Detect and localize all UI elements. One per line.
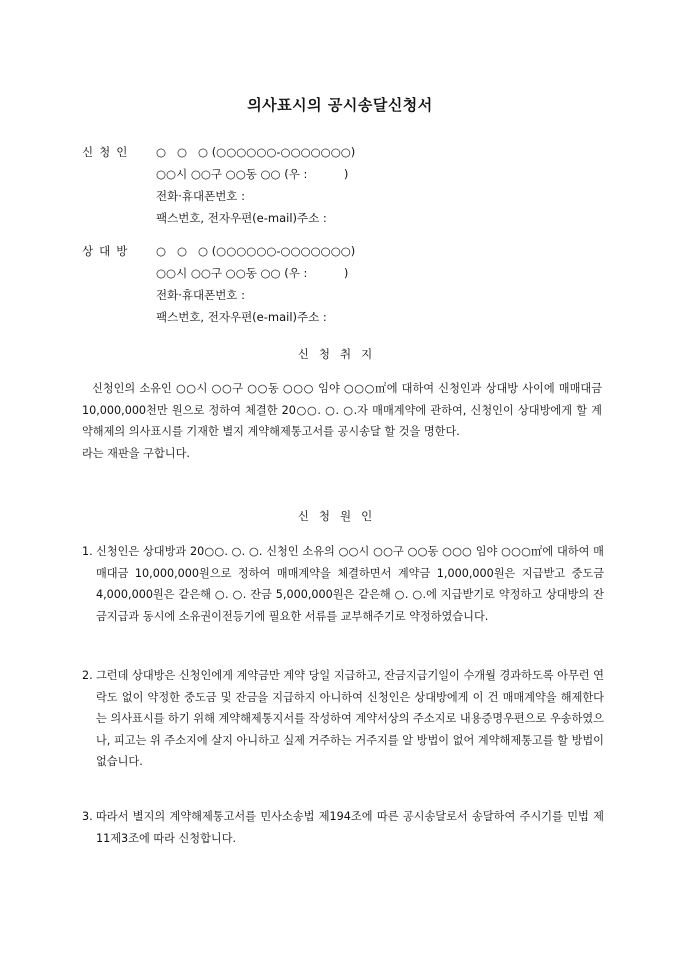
- applicant-address-line: ○○시 ○○구 ○○동 ○○ (우 : ): [156, 167, 349, 181]
- respondent-details: [156, 240, 576, 328]
- applicant-phone-line: 전화·휴대폰번호 :: [156, 189, 245, 203]
- cause-item-text: 신청인은 상대방과 20○○. ○. ○. 신청인 소유의 ○○시 ○○구 ○○동 ○○○ 임야 ○○○㎡에 대하여 매매대금 10,000,000원으로 정하여 매매계약을 체결하면서 계약금 1,000,000원은 지급받고 중도금 4,000,000원은 같은해 ○. ○. 잔금 5,000,000원은 같은해 ○. ○.에 지급받기로 약정하고 상대방의 잔금지급과 동시에 소유권이전등기에 필요한 서류를 교부해주기로 약정하였습니다.: [96, 545, 604, 623]
- cause-item-number: 2.: [82, 669, 93, 682]
- respondent-fax-line: 팩스번호, 전자우편(e-mail)주소 :: [156, 310, 327, 324]
- applicant-details: [156, 141, 576, 229]
- respondent-address-line: ○○시 ○○구 ○○동 ○○ (우 : ): [156, 266, 349, 280]
- purpose-section: [82, 378, 602, 464]
- purpose-heading: 신청취지: [297, 347, 383, 361]
- purpose-closing: 라는 재판을 구합니다.: [82, 446, 190, 460]
- cause-heading: 신청원인: [297, 509, 383, 523]
- cause-item: [82, 665, 604, 773]
- respondent-phone-line: 전화·휴대폰번호 :: [156, 288, 245, 302]
- applicant-fax-line: 팩스번호, 전자우편(e-mail)주소 :: [156, 211, 327, 225]
- cause-item-text: 그런데 상대방은 신청인에게 계약금만 계약 당일 지급하고, 잔금지급기일이 수개월 경과하도록 아무런 연락도 없이 약정한 중도금 및 잔금을 지급하지 아니하여 신청인은 상대방에게 이 건 매매계약을 해제한다는 의사표시를 하기 위해 계약해제통지서를 작성하여 계약서상의 주소지로 내용증명우편으로 우송하였으나, 피고는 위 주소지에 살지 아니하고 실제 거주하는 거주지를 알 방법이 없어 계약해제통고를 할 방법이 없습니다.: [96, 669, 604, 768]
- purpose-paragraph: 신청인의 소유인 ○○시 ○○구 ○○동 ○○○ 임야 ○○○㎡에 대하여 신청인과 상대방 사이에 매매대금 10,000,000천만 원으로 정하여 체결한 20○○. ○. ○.자 매매계약에 관하여, 신청인이 상대방에게 할 계약해제의 의사표시를 기재한 별지 계약해제통고서를 공시송달 할 것을 명한다.: [82, 382, 602, 438]
- applicant-name-line: ○ ○ ○ (○○○○○○-○○○○○○○): [156, 145, 356, 159]
- respondent-label: 상대방: [82, 244, 134, 258]
- cause-item-number: 1.: [82, 545, 93, 558]
- cause-item-number: 3.: [82, 810, 93, 823]
- cause-item-text: 따라서 별지의 계약해제통고서를 민사소송법 제194조에 따른 공시송달로서 송달하여 주시기를 민법 제11제3조에 따라 신청합니다.: [96, 810, 604, 845]
- applicant-label: 신청인: [82, 145, 134, 159]
- respondent-name-line: ○ ○ ○ (○○○○○○-○○○○○○○): [156, 244, 356, 258]
- cause-item: [82, 806, 604, 849]
- document-title: 의사표시의 공시송달신청서: [247, 96, 433, 114]
- cause-item: [82, 541, 604, 627]
